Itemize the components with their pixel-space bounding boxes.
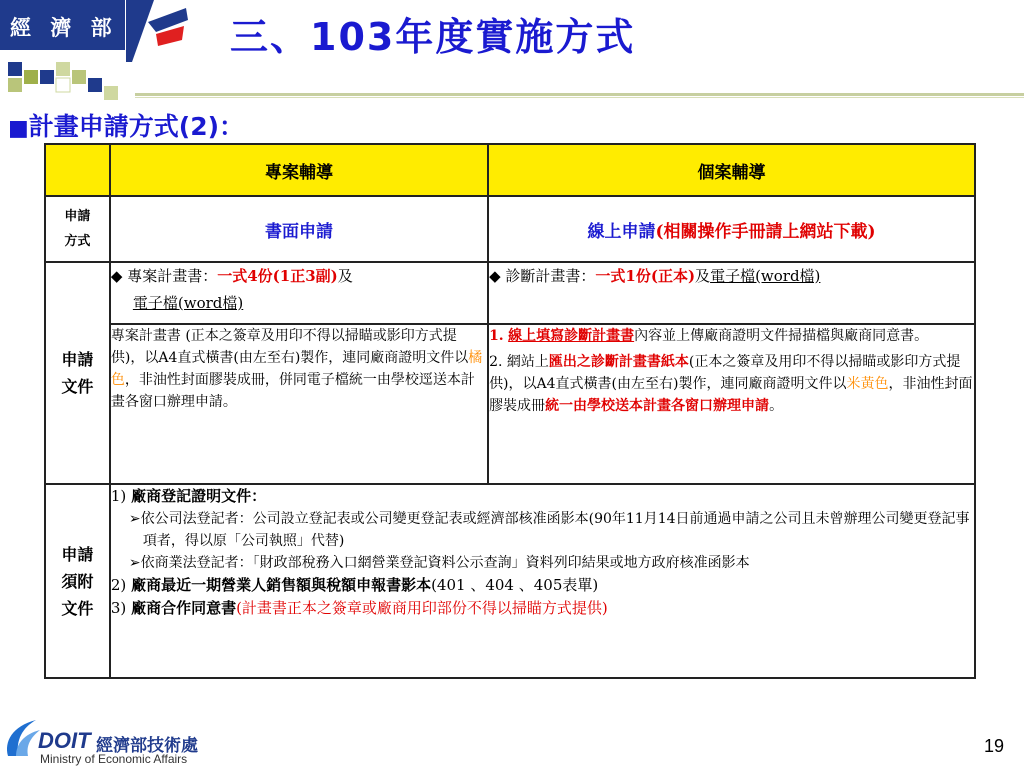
section-heading — [8, 107, 244, 143]
ministry-name: 經 濟 部 — [10, 16, 118, 40]
page-number: 19 — [984, 736, 1005, 756]
table-row-docs-bottom — [45, 324, 975, 484]
doit-brand: DOIT — [38, 728, 91, 753]
diagnosis-plan-copies: ◆ 診斷計畫書：一式1份(正本)及電子檔(word檔) — [488, 262, 975, 324]
diagnosis-plan-instructions — [488, 324, 975, 484]
instruction-step-2: 2. 網站上匯出之診斷計畫書紙本(正本之簽章及用印不得以掃瞄或影印方式提供)，以A4直式橫書(由左至右)製作，連同廠商證明文件以米黃色，非油性封面膠裝成冊統一由學校送本計畫各窗口辦理申請。 — [489, 354, 973, 414]
square-bullet-icon: ■ — [8, 116, 29, 141]
written-application: 書面申請 — [110, 196, 488, 262]
header-band — [0, 0, 1024, 64]
table-row-method — [45, 196, 975, 262]
row-label-attachments: 申請 須附 文件 — [45, 484, 110, 678]
attachment-item-1: 1) 廠商登記證明文件： — [110, 487, 267, 505]
doit-swoosh-icon — [2, 716, 42, 760]
project-plan-copies: ◆ 專案計畫書：一式4份(1正3副)及 電子檔(word檔) — [110, 262, 488, 324]
diamond-bullet-icon: ◆ — [110, 267, 123, 285]
page-title: 三、103年度實施方式 — [230, 15, 636, 59]
col-header-individual: 個案輔導 — [488, 144, 975, 196]
required-attachments — [110, 484, 975, 678]
table-header-row — [45, 144, 975, 196]
row-label-method: 申請 方式 — [45, 196, 110, 262]
online-application-note: (相關操作手冊請上網站下載) — [655, 221, 876, 242]
project-plan-instructions: 專案計畫書 (正本之簽章及用印不得以掃瞄或影印方式提供)，以A4直式橫書(由左至右)製作，連同廠商證明文件以橘色，非油性封面膠裝成冊，併同電子檔統一由學校逕送本計畫各窗口辦理申請。 — [110, 324, 488, 484]
decorative-squares — [0, 62, 140, 108]
table-row-attachments — [45, 484, 975, 678]
header-divider-thin — [135, 97, 1024, 98]
attachment-sub-company-law: ➢依公司法登記者：公司設立登記表或公司變更登記表或經濟部核准函影本(90年11月14日前通過申請之公司且未曾辦理公司變更登記事項者，得以原「公司執照」代替) — [128, 511, 970, 549]
section-title: 計畫申請方式(2)： — [28, 112, 245, 141]
online-application-label: 線上申請 — [587, 221, 656, 242]
doit-brand-cn: 經濟部技術處 — [96, 736, 198, 756]
table-row-docs-top — [45, 262, 975, 324]
attachment-item-2: 2) 廠商最近一期營業人銷售額與稅額申報書影本(401 、404 、405表單) — [110, 576, 599, 594]
online-application — [488, 196, 975, 262]
ministry-banner — [0, 0, 125, 50]
application-table — [44, 143, 976, 679]
diamond-bullet-icon: ◆ — [489, 267, 501, 285]
instruction-step-1: 1. 線上填寫診斷計畫書內容並上傳廠商證明文件掃描檔與廠商同意書。 — [489, 328, 929, 344]
attachment-sub-business-law: ➢依商業法登記者：「財政部稅務入口網營業登記資料公示查詢」資料列印結果或地方政府核准函影本 — [128, 555, 750, 571]
doit-brand-en: Ministry of Economic Affairs — [40, 752, 188, 766]
row-label-docs: 申請 文件 — [45, 262, 110, 484]
header-corner — [45, 144, 110, 196]
header-divider — [135, 93, 1024, 96]
doit-logo — [2, 712, 212, 768]
moea-logo-icon — [126, 0, 196, 62]
attachment-item-3: 3) 廠商合作同意書(計畫書正本之簽章或廠商用印部份不得以掃瞄方式提供) — [110, 599, 608, 617]
col-header-project: 專案輔導 — [110, 144, 488, 196]
